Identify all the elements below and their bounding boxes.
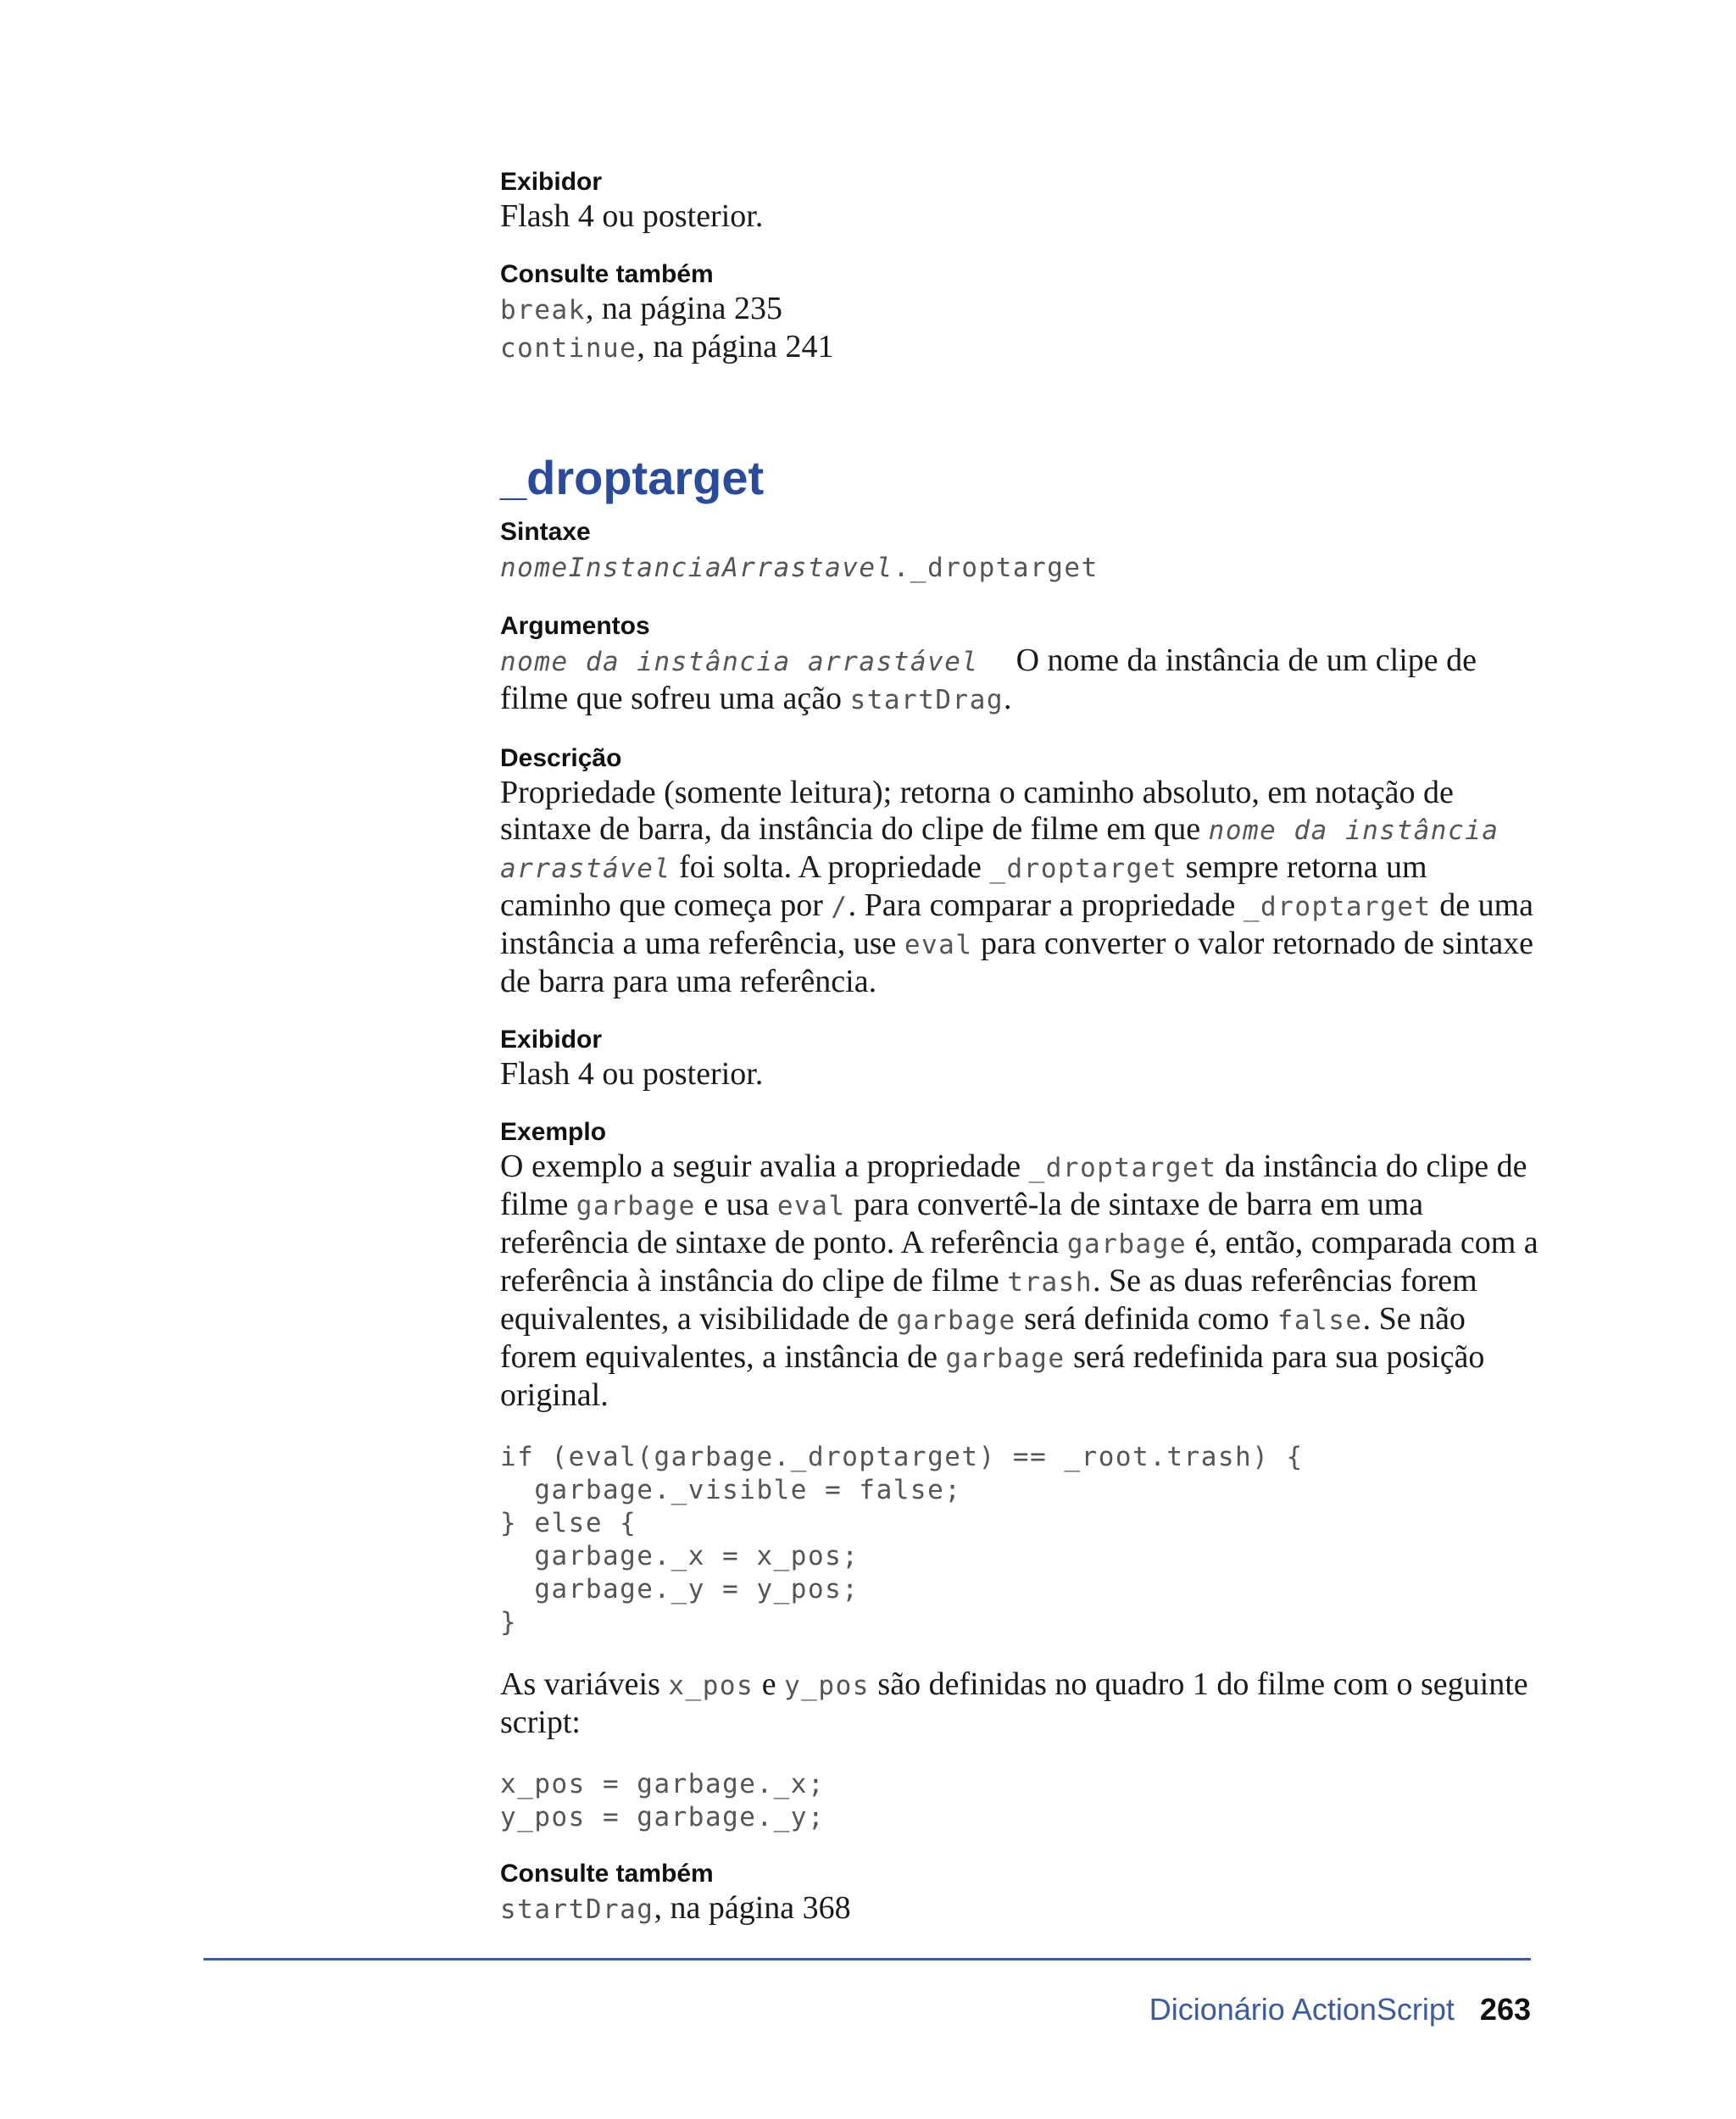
arg-code: startDrag xyxy=(849,685,1004,715)
example-text: . Se não forem equivalentes, a instância de xyxy=(500,1301,1466,1375)
args-label: Argumentos xyxy=(500,612,650,640)
example-code: garbage xyxy=(945,1343,1066,1374)
example-text: será redefinida para sua posição original. xyxy=(500,1339,1485,1413)
desc-text: . Para comparar a propriedade xyxy=(848,887,1244,923)
viewer-label: Exibidor xyxy=(500,168,603,196)
syntax-italic: nomeInstanciaArrastavel xyxy=(500,553,893,583)
arg-text1: O nome da instância de um clipe de filme xyxy=(500,642,1477,716)
desc-code: eval xyxy=(904,930,973,960)
example-text: . Se as duas referências forem equivalentes, a visibilidade de xyxy=(500,1263,1477,1337)
vars-code: x_pos xyxy=(668,1671,754,1701)
example-code: garbage xyxy=(576,1191,696,1221)
example-code: garbage xyxy=(1066,1229,1188,1260)
arg-text2: que sofreu uma ação xyxy=(576,681,850,716)
syntax-line xyxy=(500,548,1543,587)
arg-description xyxy=(500,642,1543,719)
footer-rule xyxy=(203,1958,1531,1960)
desc-text: sempre retorna um caminho que começa por xyxy=(500,849,1427,923)
vars-code: y_pos xyxy=(784,1671,870,1701)
code-example: if (eval(garbage._droptarget) == _root.trash) { garbage._visible = false; } else { garbage._x = x_pos; garbage._y = y_pos; } xyxy=(500,1442,1304,1638)
page-number: 263 xyxy=(1479,1992,1531,2027)
example-label: Exemplo xyxy=(500,1118,607,1146)
see-also-code: break xyxy=(500,295,586,325)
example-text: para convertê-la de sintaxe de barra em uma referência de sintaxe de ponto. A referência xyxy=(500,1187,1424,1260)
arg-text3: . xyxy=(1004,681,1012,716)
footer-title: Dicionário ActionScript xyxy=(1149,1992,1455,2027)
see-also-startdrag[interactable] xyxy=(500,1890,1543,1928)
entry-title: _droptarget xyxy=(500,451,765,504)
see-also-break[interactable] xyxy=(500,291,1543,329)
vars-text: As variáveis xyxy=(500,1666,669,1702)
see-also-label: Consulte também xyxy=(500,1860,714,1888)
see-also-text: , na página 241 xyxy=(637,329,834,364)
example-text: da instância do clipe de filme xyxy=(500,1148,1527,1222)
example-text: O exemplo a seguir avalia a propriedade xyxy=(500,1148,1029,1184)
desc-code: nome da instância arrastável xyxy=(500,815,1500,884)
see-also-code: startDrag xyxy=(500,1894,654,1925)
example-code: eval xyxy=(776,1191,846,1221)
arg-term: nome da instância arrastável xyxy=(500,647,979,677)
viewer-label: Exibidor xyxy=(500,1026,603,1054)
example-code: trash xyxy=(1007,1267,1093,1298)
viewer-text: Flash 4 ou posterior. xyxy=(500,198,764,234)
syntax-label: Sintaxe xyxy=(500,518,591,546)
desc-text: foi solta. A propriedade xyxy=(670,849,990,885)
see-also-code: continue xyxy=(500,333,637,364)
see-also-text: , na página 368 xyxy=(654,1890,851,1926)
page-footer xyxy=(1149,1992,1531,2027)
vars-text: são definidas no quadro 1 do filme com o seguinte script: xyxy=(500,1666,1528,1740)
viewer-text: Flash 4 ou posterior. xyxy=(500,1056,764,1092)
code-vars: x_pos = garbage._x; y_pos = garbage._y; xyxy=(500,1769,826,1833)
example-paragraph xyxy=(500,1148,1543,1414)
desc-text: para converter o valor retornado de sintaxe de barra para uma referência. xyxy=(500,926,1534,999)
see-also-continue[interactable] xyxy=(500,329,1543,367)
example-text: será definida como xyxy=(1015,1301,1277,1337)
desc-code: _droptarget xyxy=(1243,892,1432,922)
syntax-rest: ._droptarget xyxy=(893,553,1099,583)
example-text: é, então, comparada com a referência à instância do clipe de filme xyxy=(500,1225,1538,1299)
desc-label: Descrição xyxy=(500,744,622,772)
example-text: e usa xyxy=(695,1187,777,1222)
desc-code: _droptarget xyxy=(989,854,1178,884)
example-code: false xyxy=(1277,1305,1363,1336)
see-also-label: Consulte também xyxy=(500,260,714,288)
page-content xyxy=(500,166,1543,1928)
see-also-text: , na página 235 xyxy=(585,291,782,326)
desc-paragraph xyxy=(500,775,1543,1000)
vars-paragraph xyxy=(500,1666,1543,1741)
desc-text: Propriedade (somente leitura); retorna o caminho absoluto, em notação de sintaxe de barra, da instância do clipe de filme em que xyxy=(500,775,1454,847)
desc-text: de uma instância a uma referência, use xyxy=(500,887,1533,961)
vars-text: e xyxy=(754,1666,785,1702)
example-code: _droptarget xyxy=(1028,1153,1217,1183)
example-code: garbage xyxy=(896,1305,1016,1336)
desc-code: / xyxy=(831,892,849,922)
